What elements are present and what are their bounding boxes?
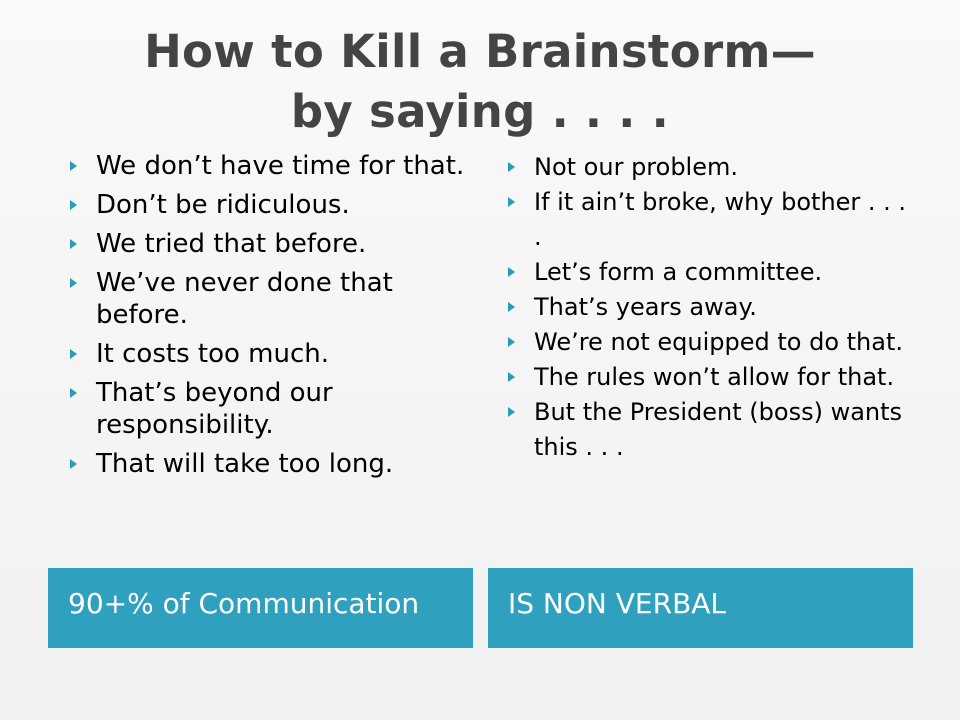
list-item bbox=[70, 150, 470, 182]
list-item-text: If it ain’t broke, why bother . . . . bbox=[534, 188, 907, 251]
list-item-text: We’ve never done that before. bbox=[96, 268, 393, 330]
slide-title-line-1: How to Kill a Brainstorm— bbox=[144, 25, 816, 78]
list-item-text: Let’s form a committee. bbox=[534, 258, 823, 286]
list-item-text: That will take too long. bbox=[96, 449, 394, 479]
list-item bbox=[70, 228, 470, 260]
list-item bbox=[508, 290, 908, 325]
arrow-bullet-icon bbox=[508, 407, 515, 417]
list-item-text: That’s beyond our responsibility. bbox=[96, 378, 333, 440]
list-item bbox=[508, 255, 908, 290]
arrow-bullet-icon bbox=[70, 459, 77, 469]
list-item bbox=[70, 448, 470, 480]
list-item-text: It costs too much. bbox=[96, 339, 329, 369]
list-item-text: Not our problem. bbox=[534, 153, 738, 181]
list-item-text: But the President (boss) wants this . . . bbox=[534, 398, 903, 461]
list-item bbox=[70, 267, 470, 331]
arrow-bullet-icon bbox=[70, 161, 77, 171]
arrow-bullet-icon bbox=[70, 349, 77, 359]
list-item bbox=[508, 150, 908, 185]
banner-non-verbal: IS NON VERBAL bbox=[488, 568, 913, 648]
arrow-bullet-icon bbox=[70, 200, 77, 210]
list-item bbox=[70, 338, 470, 370]
list-item-text: We don’t have time for that. bbox=[96, 151, 465, 181]
arrow-bullet-icon bbox=[508, 337, 515, 347]
list-item-text: Don’t be ridiculous. bbox=[96, 190, 350, 220]
list-item bbox=[70, 377, 470, 441]
arrow-bullet-icon bbox=[70, 278, 77, 288]
arrow-bullet-icon bbox=[508, 162, 515, 172]
arrow-bullet-icon bbox=[70, 388, 77, 398]
right-bullet-list bbox=[508, 150, 908, 465]
arrow-bullet-icon bbox=[508, 197, 515, 207]
slide-title-line-2: by saying . . . . bbox=[290, 85, 670, 138]
list-item bbox=[508, 360, 908, 395]
arrow-bullet-icon bbox=[508, 267, 515, 277]
banner-communication: 90+% of Communication bbox=[48, 568, 473, 648]
list-item-text: That’s years away. bbox=[534, 293, 757, 321]
list-item-text: We’re not equipped to do that. bbox=[534, 328, 903, 356]
list-item bbox=[508, 185, 908, 255]
arrow-bullet-icon bbox=[508, 372, 515, 382]
list-item bbox=[70, 189, 470, 221]
slide-title bbox=[140, 22, 820, 142]
arrow-bullet-icon bbox=[70, 239, 77, 249]
list-item bbox=[508, 395, 908, 465]
list-item-text: We tried that before. bbox=[96, 229, 367, 259]
list-item bbox=[508, 325, 908, 360]
arrow-bullet-icon bbox=[508, 302, 515, 312]
left-bullet-list bbox=[70, 150, 470, 487]
list-item-text: The rules won’t allow for that. bbox=[534, 363, 895, 391]
